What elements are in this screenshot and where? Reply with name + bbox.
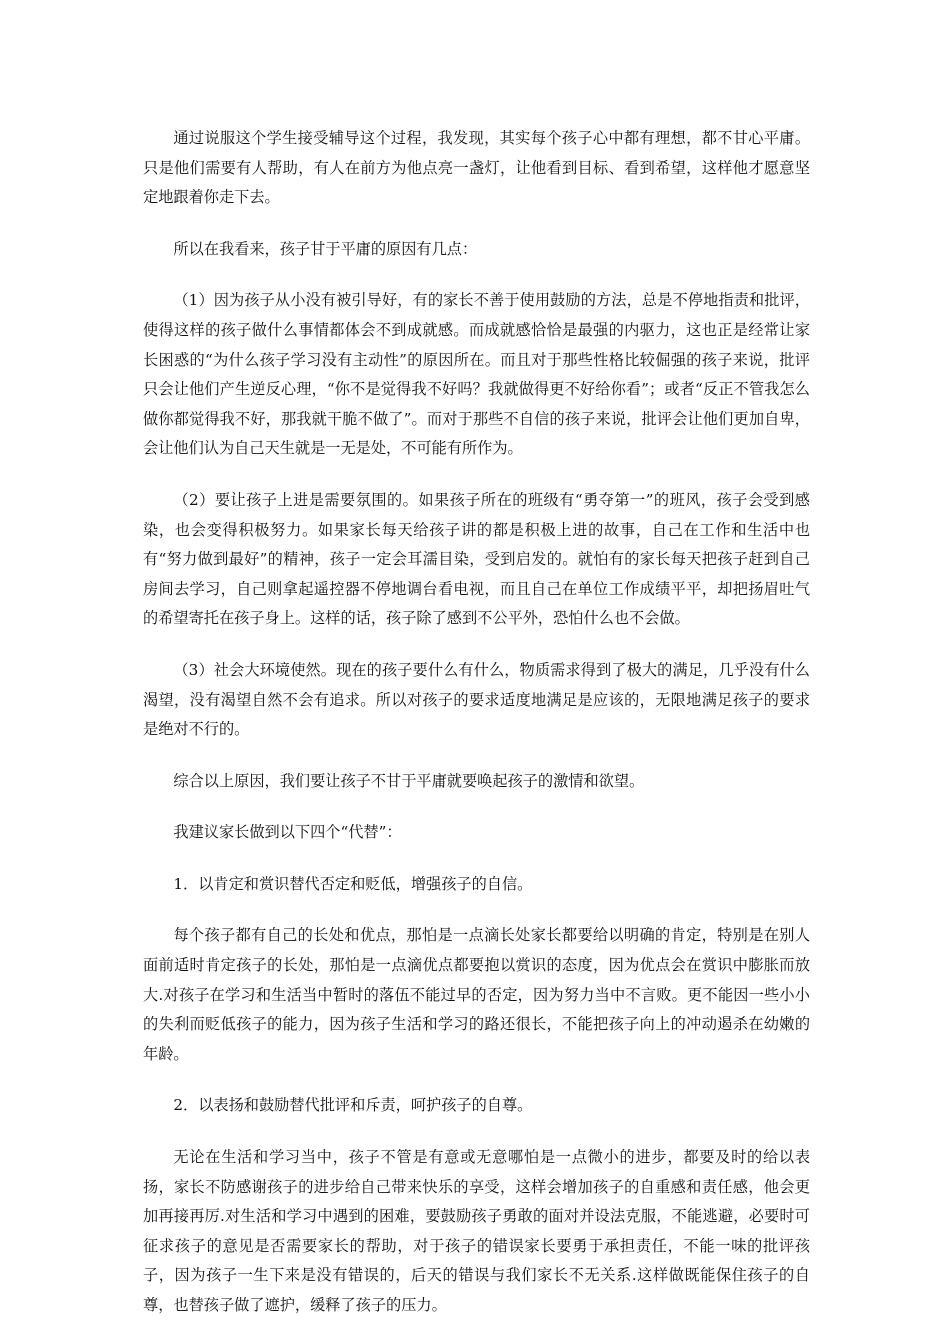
- document-page: [143, 124, 810, 1321]
- paragraph-intro: 通过说服这个学生接受辅导这个过程，我发现，其实每个孩子心中都有理想，都不甘心平庸。只是他们需要有人帮助，有人在前方为他点亮一盏灯，让他看到目标、看到希望，这样他才愿意坚定地跟着你走下去。: [143, 129, 810, 207]
- paragraph-point-1-body: 每个孩子都有自己的长处和优点，那怕是一点滴长处家长都要给以明确的肯定，特别是在别人面前适时肯定孩子的长处，那怕是一点滴优点都要抱以赏识的态度，因为优点会在赏识中膨胀而放大.对孩子在学习和生活当中暂时的落伍不能过早的否定，因为努力当中不言败。更不能因一些小小的失利而贬低孩子的能力，因为孩子生活和学习的路还很长，不能把孩子向上的冲动遏杀在幼嫩的年龄。: [143, 926, 810, 1063]
- paragraph-reasons-lead: 所以在我看来，孩子甘于平庸的原因有几点：: [173, 239, 478, 258]
- paragraph-reason-2: （2）要让孩子上进是需要氛围的。如果孩子所在的班级有“勇夺第一”的班风，孩子会受到感染，也会变得积极努力。如果家长每天给孩子讲的都是积极上进的故事，自己在工作和生活中也有“努力做到最好”的精神，孩子一定会耳濡目染，受到启发的。就怕有的家长每天把孩子赶到自己房间去学习，自己则拿起遥控器不停地调台看电视，而且自己在单位工作成绩平平，却把扬眉吐气的希望寄托在孩子身上。这样的话，孩子除了感到不公平外，恐怕什么也不会做。: [143, 490, 810, 628]
- heading-point-1: 1．以肯定和赏识替代否定和贬低，增强孩子的自信。: [173, 874, 533, 893]
- paragraph-point-2-body: 无论在生活和学习当中，孩子不管是有意或无意哪怕是一点微小的进步，都要及时的给以表扬，家长不防感谢孩子的进步给自己带来快乐的享受，这样会增加孩子的自重感和责任感，他会更加再接再厉.对生活和学习中遇到的困难，要鼓励孩子勇敢的面对并设法克服，不能逃避，必要时可征求孩子的意见是否需要家长的帮助，对于孩子的错误家长要勇于承担责任，不能一味的批评孩子，因为孩子一生下来是没有错误的，后天的错误与我们家长不无关系.这样做既能保住孩子的自尊，也替孩子做了遮护，缓释了孩子的压力。: [143, 1148, 810, 1314]
- paragraph-suggestion-lead: 我建议家长做到以下四个“代替”：: [173, 823, 402, 842]
- paragraph-reason-1: （1）因为孩子从小没有被引导好，有的家长不善于使用鼓励的方法，总是不停地指责和批评，使得这样的孩子做什么事情都体会不到成就感。而成就感恰恰是最强的内驱力，这也正是经常让家长困惑的“为什么孩子学习没有主动性”的原因所在。而且对于那些性格比较倔强的孩子来说，批评只会让他们产生逆反心理，“你不是觉得我不好吗？我就做得更不好给你看”；或者“反正不管我怎么做你都觉得我不好，那我就干脆不做了”。而对于那些不自信的孩子来说，批评会让他们更加自卑，会让他们认为自己天生就是一无是处，不可能有所作为。: [143, 291, 810, 458]
- paragraph-summary: 综合以上原因，我们要让孩子不甘于平庸就要唤起孩子的激情和欲望。: [173, 771, 645, 790]
- paragraph-reason-3: （3）社会大环境使然。现在的孩子要什么有什么，物质需求得到了极大的满足，几乎没有什么渴望，没有渴望自然不会有追求。所以对孩子的要求适度地满足是应该的，无限地满足孩子的要求是绝对不行的。: [143, 660, 810, 739]
- heading-point-2: 2．以表扬和鼓励替代批评和斥责，呵护孩子的自尊。: [173, 1096, 533, 1115]
